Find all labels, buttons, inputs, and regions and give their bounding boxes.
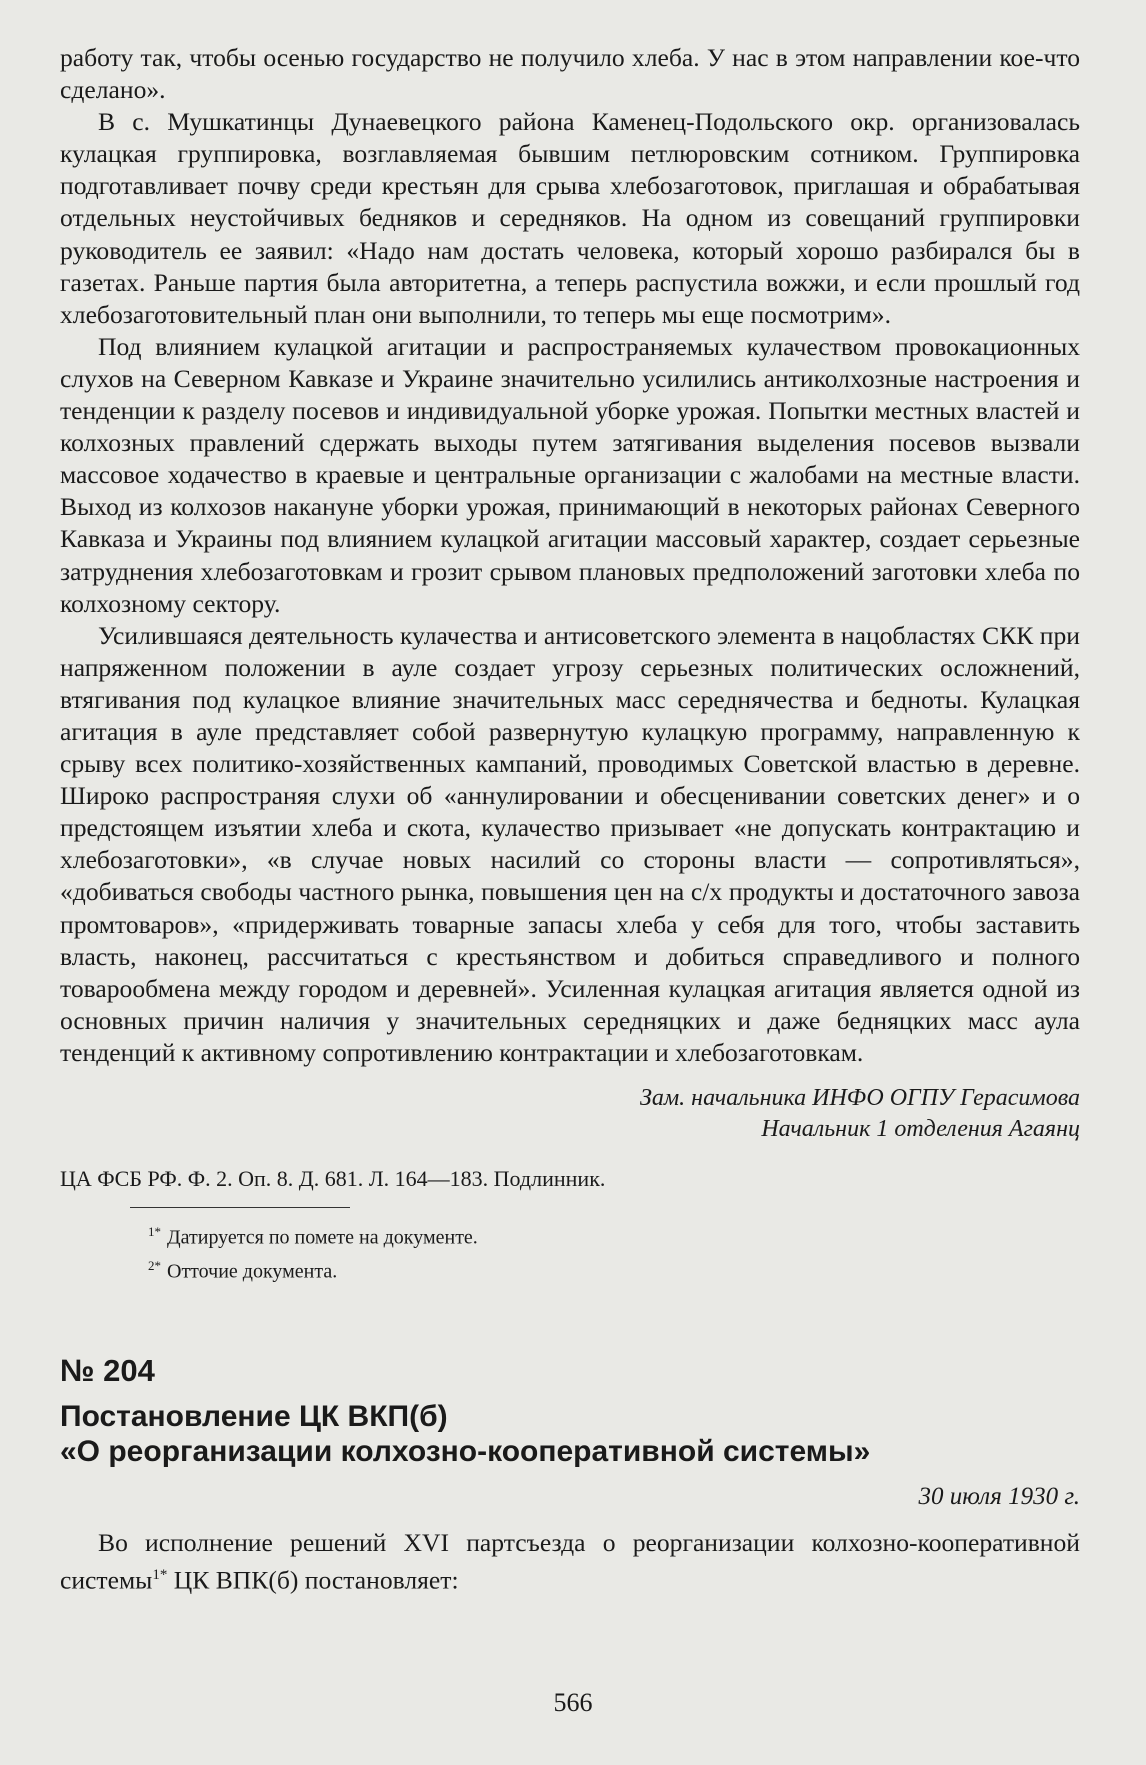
footnote-mark: 2* [148,1257,161,1273]
signature-line: Начальник 1 отделения Агаянц [761,1116,1080,1142]
footnote [148,1252,1080,1286]
paragraph [60,1527,1080,1597]
body-text [60,42,1080,1069]
paragraph: Под влиянием кулацкой агитации и распространяемых кулачеством провокационных слухов на Северном Кавказе и Украине значительно усилились антиколхозные настроения и тенденции к разделу посевов и индивидуальной уборке урожая. Попытки местных властей и колхозных правлений сдержать выходы путем затягивания выделения посевов вызвали массовое ходачество в краевые и центральные организации с жалобами на местные власти. Выход из колхозов накануне уборки урожая, принимающий в некоторых районах Северного Кавказа и Украины под влиянием кулацкой агитации массовый характер, создает серьезные затруднения хлебозаготовкам и грозит срывом плановых предположений заготовки хлеба по колхозному сектору. [60,331,1080,618]
document-date: 30 июля 1930 г. [918,1483,1080,1511]
paragraph: Усилившаяся деятельность кулачества и антисоветского элемента в нацобластях СКК при напряженном положении в ауле создает угрозу серьезных политических осложнений, втягивания под кулацкое влияние значительных масс середнячества и бедноты. Кулацкая агитация в ауле представляет собой развернутую кулацкую программу, направленную к срыву всех политико-хозяйственных кампаний, проводимых Советской властью в деревне. Широко распространяя слухи об «аннулировании и обесценивании советских денег» и о предстоящем изъятии хлеба и скота, кулачество призывает «не допускать контрактацию и хлебозаготовки», «в случае новых насилий со стороны власти — сопротивляться», «добиваться свободы частного рынка, повышения цен на с/х продукты и достаточного завоза промтоваров», «придерживать товарные запасы хлеба у себя для того, чтобы заставить власть, наконец, рассчитаться с крестьянством и добиться справедливого и полного товарообмена между городом и деревней». Усиленная кулацкая агитация является одной из основных причин наличия у значительных середняцких и даже бедняцких масс аула тенденций к активному сопротивлению контрактации и хлебозаготовкам. [60,620,1080,1067]
intro-text: Во исполнение решений XVI партсъезда о реорганизации колхозно-кооперативной системы [60,1528,1080,1595]
document-title [60,1399,1080,1469]
footnote-ref: 1* [152,1567,168,1584]
signature-line: Зам. начальника ИНФО ОГПУ Герасимова [639,1085,1080,1111]
signature-block [60,1083,1080,1145]
document-number: № 204 [60,1353,155,1389]
paragraph: работу так, чтобы осенью государство не получило хлеба. У нас в этом направлении кое-что сделано». [60,43,1080,105]
footnote-divider [130,1207,350,1208]
footnote-mark: 1* [148,1224,161,1239]
decree-intro [60,1527,1080,1597]
page-number: 566 [553,1688,593,1717]
footnote-text: Датируется по помете на документе. [167,1226,478,1249]
intro-text-end: ЦК ВПК(б) постановляет: [167,1565,459,1595]
footnote-text: Отточие документа. [167,1260,338,1283]
paragraph: В с. Мушкатинцы Дунаевецкого района Каменец-Подольского окр. организовалась кулацкая группировка, возглавляемая бывшим петлюровским сотником. Группировка подготавливает почву среди крестьян для срыва хлебозаготовок, приглашая и обрабатывая отдельных неустойчивых бедняков и середняков. На одном из совещаний группировки руководитель ее заявил: «Надо нам достать человека, который хорошо разбирался бы в газетах. Раньше партия была авторитетна, а теперь распустила вожжи, и если прошлый год хлебозаготовительный план они выполнили, то теперь мы еще посмотрим». [60,107,1080,329]
archive-source: ЦА ФСБ РФ. Ф. 2. Оп. 8. Д. 681. Л. 164—183. Подлинник. [60,1166,606,1191]
footnotes [148,1218,1080,1285]
document-title-line: «О реорганизации колхозно-кооперативной системы» [60,1435,871,1469]
footnote [148,1218,1080,1252]
document-title-line: Постановление ЦК ВКП(б) [60,1400,448,1434]
